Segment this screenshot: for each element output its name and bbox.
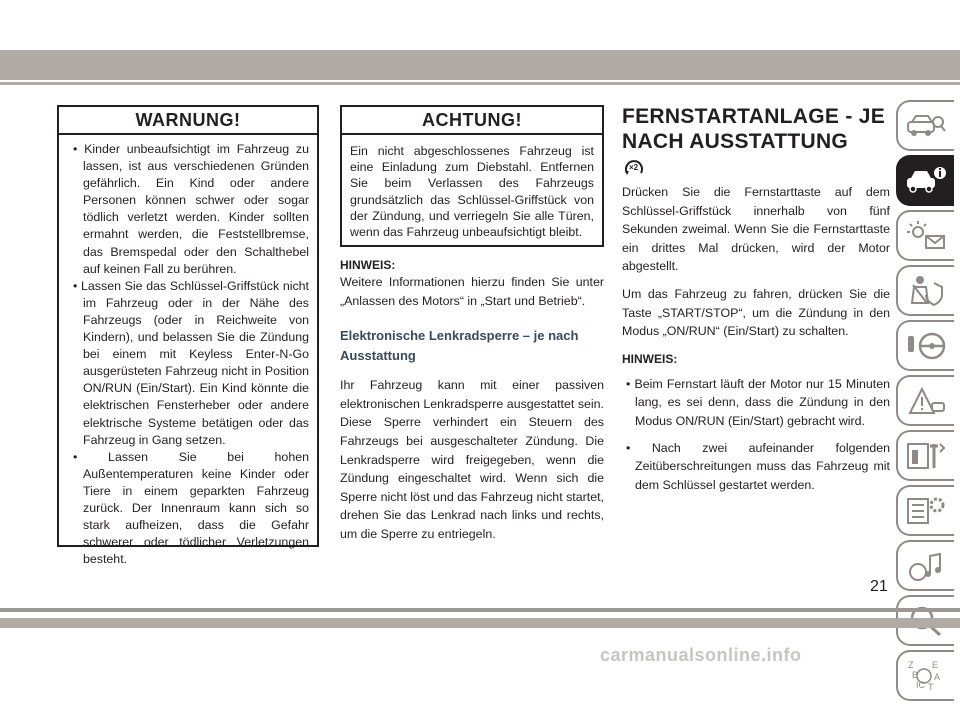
alphabet-index-icon [904,658,948,694]
tools-icon [904,438,948,474]
warning-title: WARNUNG! [135,110,241,130]
svg-text:Z: Z [908,659,914,670]
car-info-icon [904,163,948,199]
tab-servicing[interactable] [896,430,954,481]
top-margin [0,0,960,50]
tab-emergency[interactable] [896,375,954,426]
caution-text: Ein nicht abgeschlossenes Fahrzeug ist eine Einladung zum Diebstahl. Entfernen Sie beim Verlassen des Fahrzeugs grundsätzlich das Schlüssel-Griffstück von der Zündung, und verriegeln Sie alle Türen, wenn das Fahrzeug unbeaufsichtigt bleibt. [350,144,594,240]
tab-index[interactable] [896,650,954,701]
tab-instrument-panel[interactable] [896,210,954,261]
section-heading-line2: NACH AUSSTATTUNG [622,130,849,153]
column-middle [340,257,604,544]
note-text: Weitere Informationen hierzu finden Sie unter „Anlassen des Motors“ in „Start und Betrieb“. [340,275,604,308]
caution-box [340,105,604,247]
tab-starting-operating[interactable] [896,320,954,371]
caution-title: ACHTUNG! [422,110,522,130]
warning-item: • Lassen Sie das Schlüssel-Griffstück nicht im Fahrzeug oder in der Nähe des Fahrzeugs (oder in Reichweite von Kindern), und belassen Sie die Zündung bei einem mit Keyless Enter-N-Go ausgerüsteten Fahrzeug nicht in Position ON/RUN (Ein/Start). Ein Kind könnte die elektrischen Fensterheber oder andere elektrische Systeme betätigen oder das Fahrzeug in Gang setzen. [69,278,309,449]
header-rule [0,82,960,85]
caution-header [342,107,602,135]
tab-safety[interactable] [896,265,954,316]
column-right [622,104,890,502]
remote-start-notes [622,375,890,495]
watermark: carmanualsonline.info [600,645,802,665]
tab-getting-to-know[interactable] [896,155,954,206]
tab-multimedia[interactable] [896,540,954,591]
steering-wheel-icon [904,328,948,364]
remote-start-para1: Drücken Sie die Fernstarttaste auf dem Schlüssel-Griffstück innerhalb von fünf Sekunden zweimal. Wenn Sie die Fernstarttaste ein drittes Mal drücken, wird der Motor abgestellt. [622,185,890,274]
footer-rule [0,608,960,612]
footer-band [0,618,960,628]
svg-text:E: E [932,659,939,670]
warning-box [57,105,319,567]
page-number: 21 [870,578,888,595]
list-gear-icon [904,493,948,529]
music-note-icon [904,548,948,584]
svg-text:A: A [934,671,941,682]
note-label: HINWEIS: [340,258,396,272]
remote-start-icon [622,157,890,179]
note-item: • Nach zwei aufeinander folgenden Zeitüberschreitungen muss das Fahrzeug mit dem Schlüssel gestartet werden. [622,439,890,495]
section-subheading: Elektronische Lenkradsperre – je nach Ausstattung [340,328,579,364]
chapter-tabs [896,100,954,705]
warning-lights-icon [904,218,948,254]
section-heading-line1: FERNSTARTANLAGE - JE [622,105,886,128]
seatbelt-icon [904,273,948,309]
steering-lock-text: Ihr Fahrzeug kann mit einer passiven elektronischen Lenkradsperre ausgestattet sein. Diese Sperre verhindert ein Steuern des Fahrzeugs bei ausgeschalteter Zündung. Die Lenkradsperre wird freigegeben, wenn die Zündung eingeschaltet wird. Wenn sich die Sperre nicht löst und das Fahrzeug nicht startet, drehen Sie das Lenkrad nach links und rechts, um die Sperre zu entriegeln. [340,378,604,541]
tab-technical[interactable] [896,485,954,536]
warning-item: • Kinder unbeaufsichtigt im Fahrzeug zu lassen, ist aus verschiedenen Gründen gefährlich. Ein Kind oder andere Personen können schwer oder sogar tödlich verletzt werden. Kinder sollten ermahnt werden, die Feststellbremse, das Bremspedal oder den Schalthebel auf keinen Fall zu berühren. [69,141,309,278]
hazard-triangle-icon [904,383,948,419]
svg-text:T: T [928,681,934,692]
car-magnifier-icon [904,108,948,144]
header-band [0,50,960,80]
svg-text:IC: IC [916,679,925,690]
remote-start-para2: Um das Fahrzeug zu fahren, drücken Sie die Taste „START/STOP“, um die Zündung in den Modus „ON/RUN“ (Ein/Start) zu schalten. [622,286,890,339]
remote-start-icon-label: ×2 [629,163,639,172]
note-label-right: HINWEIS: [622,351,678,366]
warning-item: • Lassen Sie bei hohen Außentemperaturen keine Kinder oder Tiere in einem geparkten Fahrzeug zurück. Der Innenraum kann sich so stark aufheizen, dass die Gefahr schwerer oder tödlicher Verletzungen besteht. [69,449,309,569]
note-item: • Beim Fernstart läuft der Motor nur 15 Minuten lang, es sei denn, dass die Zündung in den Modus ON/RUN (Ein/Start) gebracht wird. [622,375,890,431]
tab-vehicle-intro[interactable] [896,100,954,151]
warning-list [69,141,309,568]
warning-header [59,107,317,135]
svg-text:B: B [912,669,919,680]
